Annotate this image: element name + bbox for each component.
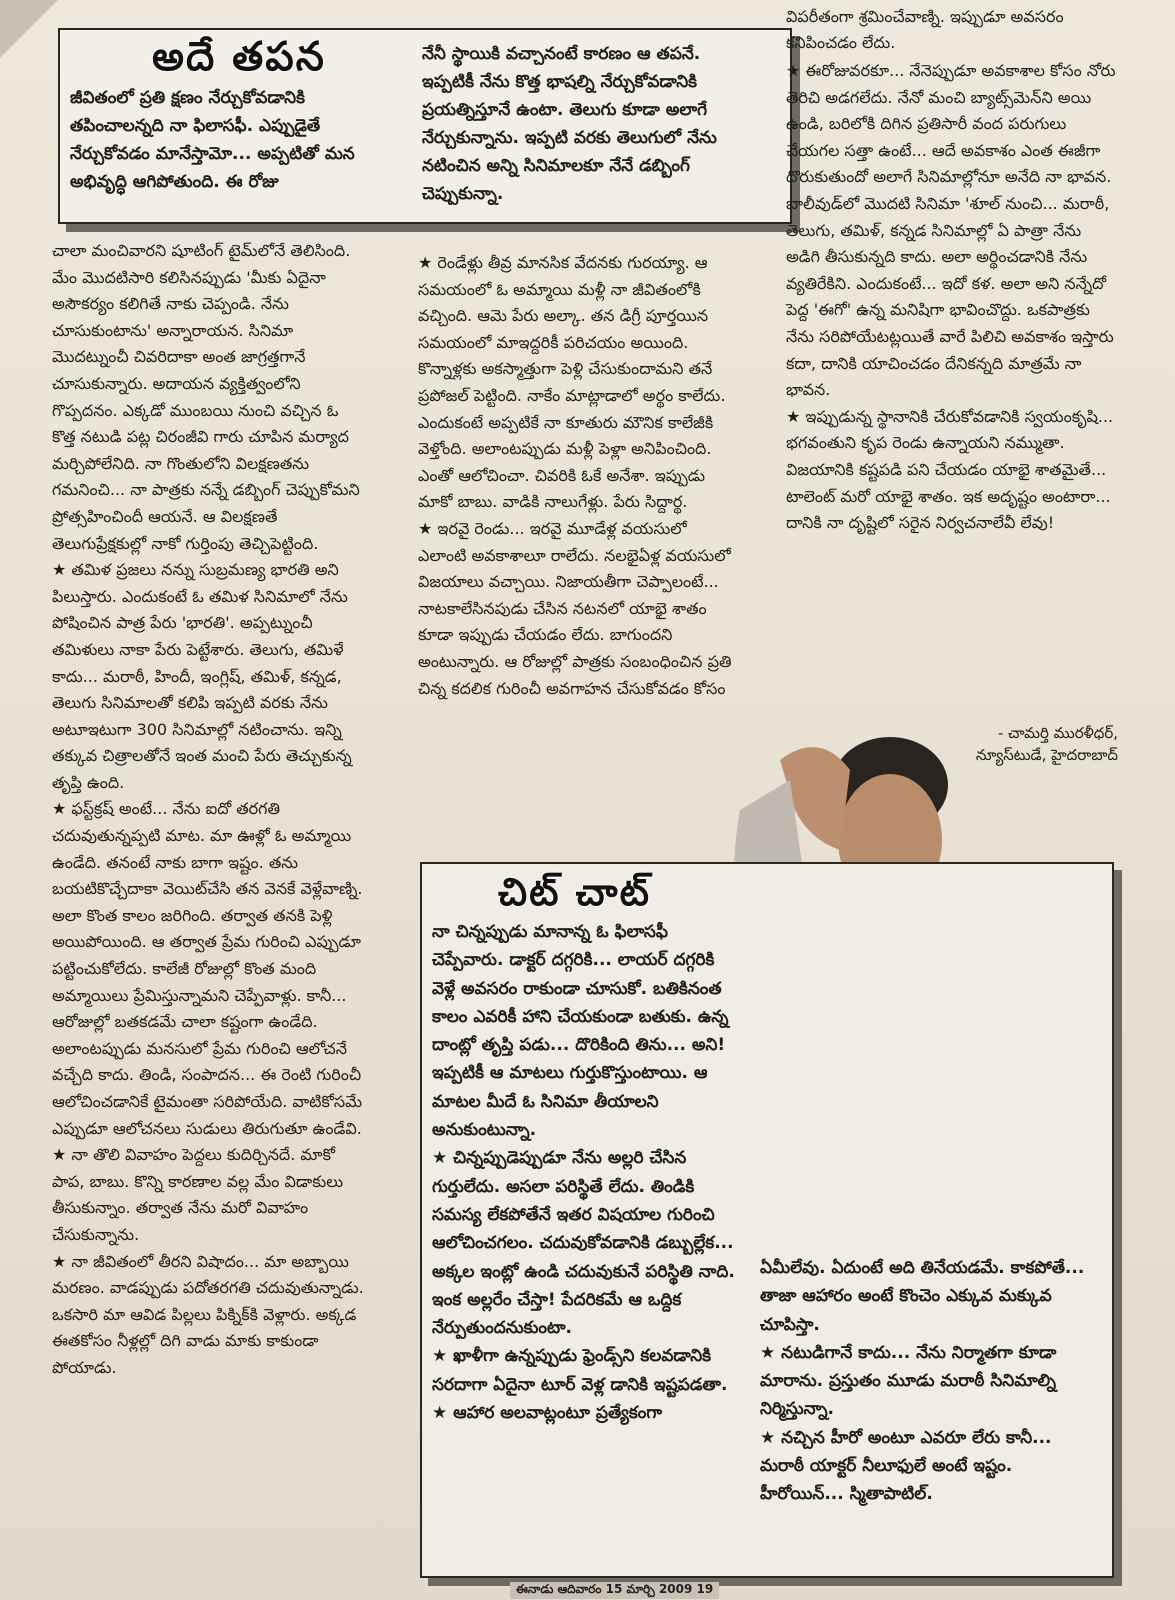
intro-left-text: జీవితంలో ప్రతి క్షణం నేర్చుకోవడానికి తపించాలన్నది నా ఫిలాసఫీ. ఎప్పుడైతే నేర్చుకోవడం మానేస్తామో... అప్పటితో మన అభివృద్ధి ఆగిపోతుంది. ఈ రోజు [70, 88, 355, 192]
page-fold [0, 0, 58, 58]
col1-paragraph: ★ తమిళ ప్రజలు నన్ను సుబ్రమణ్య భారతి అని పిలుస్తారు. ఎందుకంటే ఓ తమిళ సినిమాలో నేను పోషించిన పాత్ర పేరు 'భారతి'. అప్పట్నుంచీ తమిళులు నాకా పేరు పెట్టేశారు. తెలుగు, తమిళే కాదు... మరాఠీ, హిందీ, ఇంగ్లిష్, తమిళ్, కన్నడ, తెలుగు సినిమాలతో కలిపి ఇప్పటి వరకు నేను అటూఇటుగా 300 సినిమాల్లో నటించాను. ఇన్ని తక్కువ చిత్రాలతోనే ఇంత మంచి పేరు తెచ్చుకున్న తృప్తి ఉంది. [52, 560, 352, 792]
col1-paragraph: ★ నా తొలి వివాహం పెద్దలు కుదిర్చినదే. మాకో పాప, బాబు. కొన్ని కారణాల వల్ల మేం విడాకులు తీసుకున్నాం. తర్వాత నేను మరో వివాహం చేసుకున్నాను. [52, 1145, 344, 1244]
column3-top-text: విపరీతంగా శ్రమించేవాణ్ని. ఇప్పుడూ అవసరం కనిపించడం లేదు. [786, 7, 1064, 52]
headline-top: అదే తపన [152, 34, 326, 80]
page-footer: ఈనాడు ఆదివారం 15 మార్చి 2009 19 [510, 1582, 719, 1599]
chit-chat-title: చిట్ చాట్ [498, 870, 651, 914]
column-3 [786, 58, 1116, 537]
col3-paragraph: ★ ఈరోజువరకూ... నేనెప్పుడూ అవకాశాల కోసం నోరు తెరిచి అడగలేదు. నేనో మంచి బ్యాట్స్‌మెన్‌ని అయి ఉండి, బరిలోకి దిగిన ప్రతిసారీ వంద పరుగులు చేయగల సత్తా ఉంటే... ఆదే అవకాశం ఎంత ఈజీగా దొరుకుతుందో అలాగే సినిమాల్లోనూ అనేది నా భావన. బాలీవుడ్‌లో మొదటి సినిమా 'శూల్ నుంచి... మరాఠీ, తెలుగు, తమిళ్, కన్నడ సినిమాల్లో ఏ పాత్రా నేను అడిగి తీసుకున్నది కాదు. అలా అర్థించడానికి నేను వ్యతిరేకిని. ఎందుకంటే... ఇదో కళ. అలా అని నన్నేదో పెద్ద 'ఈగో' ఉన్న మనిషిగా భావించొద్దు. ఒకపాత్రకు నేను సరిపోయేటట్లయితే వారే పిలిచి అవకాశం ఇస్తారు కదా, దానికి యాచించడం దేనికన్నది మాత్రమే నా భావన. [786, 61, 1116, 400]
chit-chat-column-2 [760, 1254, 1100, 1509]
chit-paragraph: ఏమీలేవు. ఏదుంటే అది తినేయడమే. కాకపోతే... తాజా ఆహారం అంటే కొంచెం ఎక్కువ మక్కువ చూపిస్తా. [760, 1258, 1085, 1335]
chit-paragraph: ★ ఖాళీగా ఉన్నప్పుడు ఫ్రెండ్స్‌ని కలవడానికి సరదాగా ఏదైనా టూర్ వెళ్ల డానికి ఇష్టపడతా. [432, 1346, 728, 1395]
chit-chat-column-1 [432, 918, 738, 1427]
col2-paragraph: ★ రెండేళ్లు తీవ్ర మానసిక వేదనకు గురయ్యా. ఆ సమయంలో ఓ అమ్మాయి మళ్లీ నా జీవితంలోకి వచ్చింది. ఆమె పేరు అల్కా. తన డిగ్రీ పూర్తయిన సమయంలో మాఇద్దరికీ పరిచయం అయింది. కొన్నాళ్లకు అకస్మాత్తుగా పెళ్లి చేసుకుందామని తనే ప్రపోజల్ పెట్టింది. నాకేం మాట్లాడాలో అర్థం కాలేదు. ఎందుకంటే అప్పటికే నా కూతురు మౌనిక కాలేజీకి వెళ్తోంది. అలాంటప్పుడు మళ్లీ పెళ్లా అనిపించింది. ఎంతో ఆలోచించా. చివరికి ఓకే అనేశా. ఇప్పుడు మాకో బాబు. వాడికి నాలుగేళ్లు. పేరు సిద్దార్థ. [418, 253, 726, 512]
chit-paragraph: ★ నటుడిగానే కాదు... నేను నిర్మాతగా కూడా మారాను. ప్రస్తుతం మూడు మరాఠీ సినిమాల్ని నిర్మిస్తున్నా. [760, 1342, 1057, 1420]
byline-name: - చామర్తి మురళీధర్, [997, 724, 1118, 742]
col1-paragraph: చాలా మంచివారని షూటింగ్ టైమ్‌లోనే తెలిసింది. మేం మొదటిసారి కలిసినప్పుడు 'మీకు ఏదైనా అసౌకర్యం కలిగితే నాకు చెప్పండి. నేను చూసుకుంటాను' అన్నారాయన. సినిమా మొదట్నుంచీ చివరిదాకా అంత జాగ్రత్తగానే చూసుకున్నారు. అదాయన వ్యక్తిత్వంలోని గొప్పదనం. ఎక్కడో ముంబయి నుంచి వచ్చిన ఓ కొత్త నటుడి పట్ల చిరంజీవి గారు చూపిన మర్యాద మర్చిపోలేనిది. నా గొంతులోని విలక్షణతను గమనించి... నా పాత్రకు నన్నే డబ్బింగ్ చెప్పుకోమని ప్రోత్సహించిందీ ఆయనే. ఆ విలక్షణతే తెలుగుప్రేక్షకుల్లో నాకో గుర్తింపు తెచ్చిపెట్టింది. [52, 241, 360, 553]
chit-paragraph: ★ ఆహార అలవాట్లంటూ ప్రత్యేకంగా [432, 1403, 663, 1424]
intro-right-text: నేనీ స్థాయికి వచ్చానంటే కారణం ఆ తపనే. ఇప్పటికీ నేను కొత్త భాషల్ని నేర్చుకోవడానికి ప్రయత్నిస్తూనే ఉంటా. తెలుగు కూడా అలాగే నేర్చుకున్నాను. ఇప్పటి వరకు తెలుగులో నేను నటించిన అన్ని సినిమాలకూ నేనే డబ్బింగ్ చెప్పుకున్నా. [422, 44, 717, 204]
col3-paragraph: ★ ఇప్పుడున్న స్థానానికి చేరుకోవడానికి స్వయంకృషి... భగవంతుని కృప రెండు ఉన్నాయని నమ్ముతా. విజయానికి కష్టపడి పని చేయడం యాభై శాతమైతే... టాలెంట్ మరో యాభై శాతం. ఇక అదృష్టం అంటారా... దానికి నా దృష్టిలో సరైన నిర్వచనాలేవీ లేవు! [786, 406, 1114, 533]
byline [958, 722, 1118, 766]
chit-paragraph: ★ చిన్నప్పుడెప్పుడూ నేను అల్లరి చేసిన గుర్తులేదు. అసలా పరిస్థితే లేదు. తిండికి సమస్య లేకపోతేనే ఇతర విషయాల గురించి ఆలోచించగలం. చదువుకోవడానికి డబ్బుల్లేక... అక్కల ఇంట్లో ఉండి చదువుకునే పరిస్థితి నాది. ఇంక అల్లరేం చేస్తా! పేదరికమే ఆ ఒద్దిక నేర్పుతుందనుకుంటా. [432, 1148, 735, 1339]
column-1 [52, 238, 364, 1382]
column-2 [418, 250, 740, 702]
col1-paragraph: ★ ఫస్ట్‌క్రష్ అంటే... నేను ఐదో తరగతి చదువుతున్నప్పటి మాట. మా ఊళ్లో ఓ అమ్మాయి ఉండేది. తనంటే నాకు బాగా ఇష్టం. తను బయటికొచ్చేదాకా వెయిట్‌చేసి తన వెనకే వెళ్లేవాణ్ని. అలా కొంత కాలం జరిగింది. తర్వాత తనకి పెళ్లి అయిపోయింది. ఆ తర్వాత ప్రేమ గురించి ఎప్పుడూ పట్టించుకోలేదు. కాలేజీ రోజుల్లో కొంత మంది అమ్మాయిలు ప్రేమిస్తున్నామని చెప్పేవాళ్లు. కానీ... ఆరోజుల్లో బతకడమే చాలా కష్టంగా ఉండేది. అలాంటప్పుడు మనసులో ప్రేమ గురించి ఆలోచనే వచ్చేది కాదు. తిండి, సంపాదన... ఈ రెంటి గురించీ ఆలోచించడానికే టైమంతా సరిపోయేది. వాటికోసమే ఎప్పుడూ ఆలోచనలు సుడులు తిరుగుతూ ఉండేవి. [52, 799, 363, 1138]
col1-paragraph: ★ నా జీవితంలో తీరని విషాదం... మా అబ్బాయి మరణం. వాడప్పుడు పదోతరగతి చదువుతున్నాడు. ఒకసారి మా ఆవిడ పిల్లలు పిక్నిక్‌కి వెళ్లారు. అక్కడ ఈతకోసం నీళ్లల్లో దిగి వాడు మాకు కాకుండా పోయాడు. [52, 1251, 364, 1377]
chit-paragraph: నా చిన్నప్పుడు మానాన్న ఓ ఫిలాసఫీ చెప్పేవారు. డాక్టర్ దగ్గరికి... లాయర్ దగ్గరికి వెళ్లే అవసరం రాకుండా చూసుకో. బతికినంత కాలం ఎవరికీ హాని చేయకుండా బతుకు. ఉన్న దాంట్లో తృప్తి పడు... దొరికింది తిను... అని! ఇప్పటికీ ఆ మాటలు గుర్తుకొస్తుంటాయి. ఆ మాటల మీదే ఓ సినిమా తీయాలని అనుకుంటున్నా. [432, 922, 729, 1141]
byline-place: న్యూస్‌టుడే, హైదరాబాద్ [975, 746, 1118, 764]
col2-paragraph: ★ ఇరవై రెండు... ఇరవై మూడేళ్ల వయసులో ఎలాంటి అవకాశాలూ రాలేదు. నలభైఏళ్ల వయసులో విజయాలు వచ్చాయి. నిజాయతీగా చెప్పాలంటే... నాటకాలేసినపుడు చేసిన నటనలో యాభై శాతం కూడా ఇప్పుడు చేయడం లేదు. బాగుందని అంటున్నారు. ఆ రోజుల్లో పాత్రకు సంబంధించిన ప్రతి చిన్న కదలిక గురించీ అవగాహన చేసుకోవడం కోసం [418, 518, 732, 698]
chit-paragraph: ★ నచ్చిన హీరో అంటూ ఎవరూ లేరు కానీ... మరాఠీ యాక్టర్ నీలూఫులే అంటే ఇష్టం. హీరోయిన్... స్మితాపాటిల్. [760, 1427, 1052, 1505]
